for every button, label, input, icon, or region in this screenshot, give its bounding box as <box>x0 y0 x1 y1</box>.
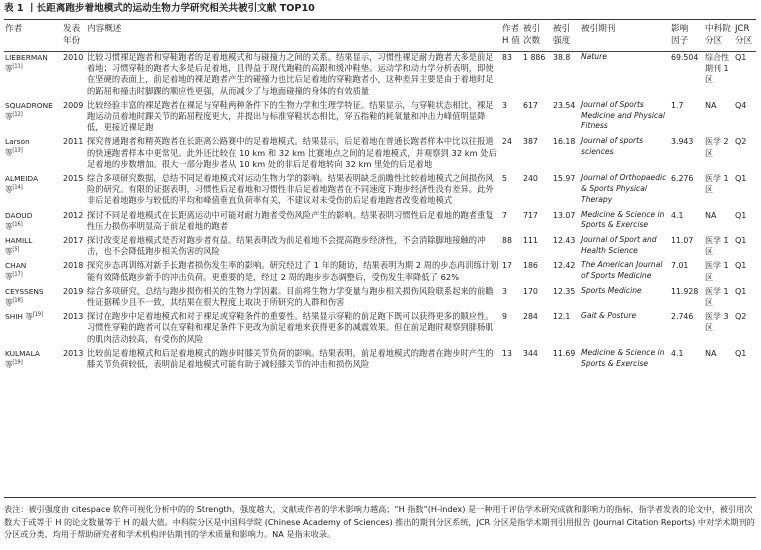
cell-cas-zone: 医学 1 区 <box>705 286 729 308</box>
cell-impact-factor: 4.1 <box>671 348 684 358</box>
cell-author <box>4 210 62 235</box>
table-row <box>4 260 756 285</box>
cell-author <box>4 348 62 373</box>
cell-year: 2013 <box>63 348 84 358</box>
reference-marker: [12] <box>12 111 23 118</box>
table-header <box>4 22 756 52</box>
header-citations: 被引 次数 <box>522 22 552 52</box>
cell-jcr-zone: Q1 <box>735 210 747 220</box>
cell-jcr-zone: Q1 <box>735 174 747 184</box>
cell-jcr-zone: Q1 <box>735 261 747 271</box>
cell-summary: 综合多项研究，总结与跑步损伤相关的生物力学因素。目前将生物力学变量与跑步相关损伤风险联系起来的前瞻性证据稀少且不一致，其结果在很大程度上取决于所研究的人群和伤害 <box>87 285 494 308</box>
cell-impact-factor: 1.7 <box>671 100 684 110</box>
author-name: CHAN 等 <box>5 261 27 282</box>
table-caption <box>4 2 756 18</box>
cell-strength: 12.35 <box>553 286 576 296</box>
cell-summary: 比较习惯裸足跑者和穿鞋跑者的足着地模式和与碰撞力之间的关系。结果显示，习惯性裸足耐力跑者大多是前足着地；习惯穿鞋的跑者大多是后足着地，且得益于现代跑鞋的高跟和缓冲鞋垫。运动学和动力学分析表明，即使在坚硬的表面上，前足着地的裸足跑者产生的碰撞力也比后足着地的穿鞋跑者小，这种差异主要是由于着地时足的跖屈和撞击时脚踝的顺应性更强，从而减少了与地面碰撞的身体的有效质量 <box>87 52 494 96</box>
cell-impact-factor: 3.943 <box>671 137 694 147</box>
header-strength: 被引 强度 <box>552 22 580 52</box>
cell-jcr-zone: Q1 <box>735 53 747 62</box>
cell-impact-factor: 6.276 <box>671 174 694 184</box>
cell-summary: 探讨在跑步中足着地模式和对于裸足或穿鞋条件的重要性。结果显示穿鞋的前足跑下既可以获得更多的顺应性。习惯性穿鞋的跑者可以在穿鞋和裸足条件下更改为前足着地来获得更多的减震效果。但在前足跑时观察到腓肠肌的肌肉活动较高，有受伤的风险 <box>87 311 494 344</box>
author-name: CEYSSENS 等 <box>5 286 44 307</box>
table-row <box>4 173 756 210</box>
author-name: SHIH 等 <box>5 312 33 322</box>
cell-journal: Nature <box>581 52 607 61</box>
header-author: 作者 <box>4 22 62 52</box>
table-row <box>4 136 756 173</box>
citations-table <box>4 22 756 373</box>
cell-year: 2012 <box>63 210 84 220</box>
cell-cas-zone: 医学 3 区 <box>705 312 729 333</box>
cell-author <box>4 173 62 210</box>
cell-year: 2017 <box>63 236 84 246</box>
table-row <box>4 348 756 373</box>
author-name: LIEBERMAN 等 <box>5 53 48 73</box>
cell-journal: Journal of Sports Medicine and Physical Fitness <box>581 99 665 131</box>
reference-marker: [19] <box>32 311 43 318</box>
table-title: 表 1 丨长距离跑步着地模式的运动生物力学研究相关共被引文献 TOP10 <box>4 3 315 14</box>
cell-author <box>4 100 62 137</box>
cell-journal: Journal of Sport and Health Science <box>581 235 657 255</box>
cell-citations: 111 <box>523 236 538 246</box>
cell-h-index: 5 <box>502 174 507 184</box>
header-summary: 内容概述 <box>86 22 501 52</box>
cell-author <box>4 286 62 311</box>
cell-cas-zone: 医学 1 区 <box>705 174 729 195</box>
cell-jcr-zone: Q1 <box>735 286 747 296</box>
reference-marker: [13] <box>12 147 23 154</box>
cell-summary: 探究步态再训练对新手长跑者损伤发生率的影响。研究经过了 1 年的随访，结果表明为期 2 周的步态再训练计划能有效降低跑步新手的冲击负荷。更重要的是，经过 2 周的跑步步态调整后，受伤发生率降低了 62% <box>87 260 499 282</box>
cell-journal: Journal of sports sciences <box>581 136 644 157</box>
cell-summary: 比较经验丰富的裸足跑者在裸足与穿鞋两种条件下的生物力学和生理学特征。结果显示，与穿鞋状态相比，裸足跑运动员着地时踝关节的跖屈程度更大，并提出与标准穿鞋状态相比，穿五指鞋的耗氧量和冲击力峰值明显降低，更接近裸足跑 <box>87 99 494 133</box>
cell-journal: Sports Medicine <box>581 285 642 295</box>
cell-strength: 12.43 <box>553 236 576 246</box>
cell-journal: Medicine & Science in Sports & Exercise <box>581 347 665 368</box>
cell-h-index: 3 <box>502 286 507 296</box>
top-rule <box>4 19 756 20</box>
table-body <box>4 52 756 374</box>
cell-h-index: 9 <box>502 312 507 322</box>
reference-marker: [18] <box>12 297 23 304</box>
cell-h-index: 13 <box>502 348 512 358</box>
cell-h-index: 3 <box>502 100 507 110</box>
bottom-rule <box>4 497 756 498</box>
cell-h-index: 17 <box>502 261 512 271</box>
author-name: KULMALA 等 <box>5 348 40 369</box>
cell-strength: 23.54 <box>553 100 576 110</box>
cell-citations: 344 <box>523 348 538 358</box>
reference-marker: [16] <box>12 221 23 228</box>
cell-strength: 12.42 <box>553 261 576 271</box>
cell-citations: 717 <box>523 210 538 220</box>
table-row <box>4 100 756 137</box>
cell-jcr-zone: Q2 <box>735 312 747 322</box>
author-name: ALMEIDA 等 <box>5 174 39 195</box>
cell-cas-zone: 医学 2 区 <box>705 137 729 158</box>
cell-cas-zone: NA <box>705 348 717 358</box>
reference-marker: [19] <box>12 359 23 366</box>
cell-citations: 1 886 <box>523 53 546 62</box>
header-journal: 被引期刊 <box>580 22 670 52</box>
author-name: DAOUD 等 <box>5 210 33 231</box>
cell-impact-factor: 2.746 <box>671 312 694 322</box>
cell-author <box>4 260 62 285</box>
table-row <box>4 52 756 100</box>
table-row <box>4 286 756 311</box>
cell-year: 2019 <box>63 286 84 296</box>
header-cas-zone: 中科院 分区 <box>704 22 734 52</box>
header-impact-factor: 影响 因子 <box>670 22 704 52</box>
cell-year: 2013 <box>63 312 84 322</box>
cell-impact-factor: 4.1 <box>671 210 684 220</box>
cell-year: 2018 <box>63 261 84 271</box>
cell-strength: 11.69 <box>553 348 576 358</box>
cell-cas-zone: NA <box>705 100 717 110</box>
cell-jcr-zone: Q4 <box>735 100 747 110</box>
cell-strength: 12.1 <box>553 312 571 322</box>
cell-summary: 探究普通跑者和精英跑者在长距离公路赛中的足着地模式。结果显示，后足着地在普通长跑者样本中比以往报道的快速跑者样本中更常见。此外还比较在 10 km 和 32 km 比赛地点之间的足着地模式，并观察到 32 km 处后足着地的步数增加。很大一部分跑步者从 10 km 处的非后足着地转向 32 km 里处的后足着地 <box>87 136 497 169</box>
cell-year: 2011 <box>63 137 84 147</box>
cell-summary: 探讨改变足着地模式是否对跑步者有益。结果表明改为前足着地不会提高跑步经济性，不会消除脚地接触的冲击，也不会降低跑步相关伤害的风险 <box>87 235 486 257</box>
reference-marker: [11] <box>12 63 23 70</box>
cell-h-index: 7 <box>502 210 507 220</box>
cell-citations: 617 <box>523 100 538 110</box>
cell-cas-zone: 医学 1 区 <box>705 236 729 257</box>
cell-journal: The American Journal of Sports Medicine <box>581 260 663 281</box>
reference-marker: [5] <box>12 246 20 253</box>
cell-strength: 13.07 <box>553 210 576 220</box>
cell-impact-factor: 7.01 <box>671 261 689 271</box>
cell-cas-zone: NA <box>705 210 717 220</box>
cell-impact-factor: 69.504 <box>671 53 699 62</box>
cell-h-index: 83 <box>502 53 512 62</box>
cell-cas-zone: 综合性期刊 1 区 <box>705 53 729 85</box>
cell-jcr-zone: Q1 <box>735 236 747 246</box>
cell-strength: 15.97 <box>553 174 576 184</box>
cell-citations: 240 <box>523 174 538 184</box>
table-footnote: 表注：被引强度由 citespace 软件可视化分析中的的 Strength，强度越大，文献或作者的学术影响力越高；“H 指数”(H-index) 是一种用于评估学术研究成就和影响力的指标，指学者发表的论文中，被引用次数大于或等于 H 的论文数量等于 H 的最大值。中科院分区是中国科学院 (Chinese Academy of Sciences) 推出的期刊分区系统，JCR 分区是指学术期刊引用报告 (Journal Citation Reports) 中对学术期刊的分区或分类，均用于帮助研究者和学术机构评估期刊的学术质量和影响力。NA 是指未收录。 <box>4 504 755 540</box>
header-year: 发表 年份 <box>62 22 86 52</box>
cell-year: 2015 <box>63 174 84 184</box>
cell-jcr-zone: Q1 <box>735 348 747 358</box>
cell-year: 2010 <box>63 53 84 62</box>
table-row <box>4 210 756 235</box>
reference-marker: [17] <box>12 271 23 278</box>
cell-strength: 38.8 <box>553 53 571 62</box>
cell-journal: Medicine & Science in Sports & Exercise <box>581 209 665 230</box>
header-h-index: 作者 H 值 <box>501 22 522 52</box>
cell-journal: Gait & Posture <box>581 311 637 321</box>
table-row <box>4 235 756 260</box>
cell-jcr-zone: Q2 <box>735 137 747 147</box>
cell-author <box>4 311 62 348</box>
cell-citations: 284 <box>523 312 538 322</box>
cell-author <box>4 136 62 173</box>
cell-citations: 170 <box>523 286 538 296</box>
cell-journal: Journal of Orthopaedic & Sports Physical Therapy <box>581 173 667 204</box>
cell-cas-zone: 医学 1 区 <box>705 261 729 282</box>
cell-h-index: 88 <box>502 236 512 246</box>
cell-impact-factor: 11.928 <box>671 286 699 296</box>
cell-citations: 186 <box>523 261 538 271</box>
cell-summary: 综合多项研究数据，总结不同足着地模式对运动生物力学的影响。结果表明缺乏前瞻性比较着地模式之间损伤风险的研究。有限的证据表明，习惯性后足着地和习惯性非后足着地跑者在不同速度下跑步经济性没有差异。此外非后足着地跑步与较低的平均和峰值垂直负荷率有关，不建议对未受伤的后足着地跑者改变着地模式 <box>87 173 494 206</box>
reference-marker: [14] <box>12 184 23 191</box>
cell-impact-factor: 11.07 <box>671 236 694 246</box>
cell-year: 2009 <box>63 100 84 110</box>
cell-strength: 16.18 <box>553 137 576 147</box>
header-row <box>4 22 756 52</box>
author-name: SQUADRONE 等 <box>5 100 53 121</box>
table-row <box>4 311 756 348</box>
cell-author <box>4 52 62 100</box>
author-name: HAMILL 等 <box>5 236 33 257</box>
cell-author <box>4 235 62 260</box>
author-name: Larson 等 <box>5 137 30 158</box>
cell-summary: 探讨不同足着地模式在长距离运动中可能对耐力跑者受伤风险产生的影响。结果表明习惯性后足着地的跑者重复性压力损伤率明显高于前足着地的跑者 <box>87 209 494 231</box>
cell-summary: 比较前足着地模式和后足着地模式的跑步时膝关节负荷的影响。结果表明，前足着地模式的跑者在跑步时产生的膝关节负荷较低，表明前足着地模式可能有助于减轻膝关节的冲击和损伤风险 <box>87 347 494 370</box>
cell-citations: 387 <box>523 137 538 147</box>
header-jcr-zone: JCR 分区 <box>734 22 756 52</box>
cell-h-index: 24 <box>502 137 512 147</box>
